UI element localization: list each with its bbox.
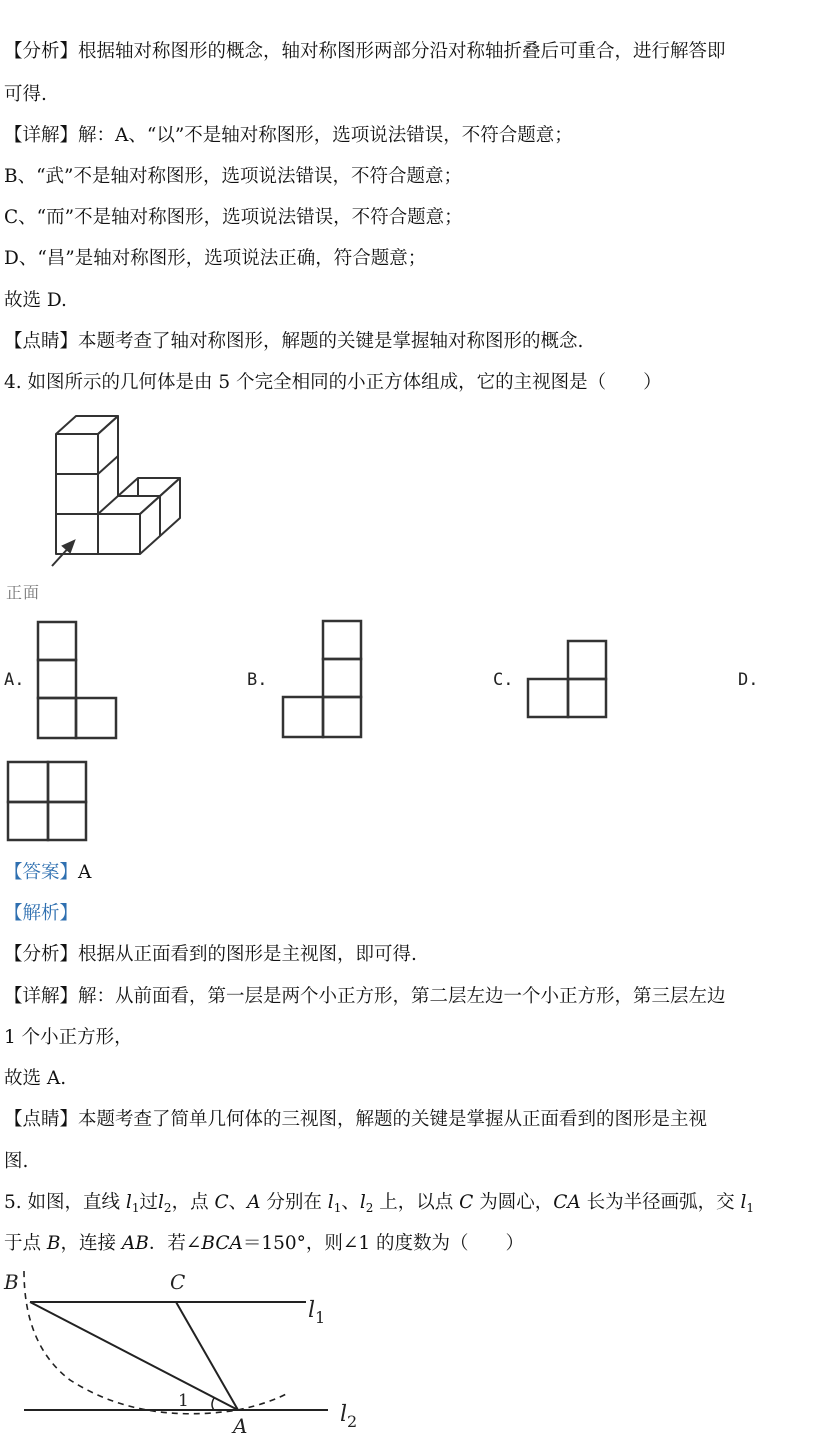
line-l2-label: $l_2$ [340,1402,358,1431]
option-d-figure[interactable] [6,760,90,844]
detail-line-2: B、“武”不是轴对称图形，选项说法错误，不符合题意； [4,166,463,187]
detail-line-1: 【详解】解：A、“以”不是轴对称图形，选项说法错误，不符合题意； [4,125,573,146]
point-B-label: B [4,1270,19,1294]
answer-tag: 【答案】 [4,862,79,883]
detail-line-3: C、“而”不是轴对称图形，选项说法错误，不符合题意； [4,207,463,228]
question-5-line-2: 于点 B，连接 AB．若∠BCA＝150°，则∠1 的度数为（ ） [4,1233,525,1254]
q4-detail-line-2: 1 个小正方形， [4,1027,133,1048]
analysis-tag: 【解析】 [4,903,79,924]
option-b-figure[interactable] [281,619,365,741]
line-l1-label: $l_1$ [308,1298,326,1327]
question-4-text: 4. 如图所示的几何体是由 5 个完全相同的小正方体组成，它的主视图是（ ） [4,372,662,393]
arc-dashed [24,1271,288,1414]
option-b-label[interactable]: B. [247,670,268,690]
option-d-label[interactable]: D. [738,670,759,690]
q4-comment-line-1: 【点睛】本题考查了简单几何体的三视图，解题的关键是掌握从正面看到的图形是主视 [4,1109,708,1130]
q4-analysis-line: 【分析】根据从正面看到的图形是主视图，即可得. [4,944,417,965]
answer-value: A [78,862,92,883]
option-a-figure[interactable] [36,620,120,742]
option-a-label[interactable]: A. [4,670,25,690]
choice-line: 故选 D. [4,290,67,311]
front-label: 正面 [6,583,41,602]
q4-choice-line: 故选 A. [4,1068,67,1089]
comment-line: 【点睛】本题考查了轴对称图形，解题的关键是掌握轴对称图形的概念. [4,331,584,352]
option-c-figure[interactable] [526,639,610,721]
analysis-line-2: 可得. [4,84,47,105]
q4-detail-line-1: 【详解】解：从前面看，第一层是两个小正方形，第二层左边一个小正方形，第三层左边 [4,986,726,1007]
angle-1-arc [212,1398,214,1410]
geometry-figure [0,1265,380,1435]
angle-1-label: 1 [178,1391,189,1411]
question-5-line-1: 5. 如图，直线 $l_1$过$l_2$，点 C、A 分别在 $l_1$、$l_2$ 上，以点 C 为圆心，CA 长为半径画弧，交 $l_1$ [4,1192,755,1215]
answer-line [4,861,91,885]
q4-comment-line-2: 图. [4,1151,29,1172]
point-A-label: A [233,1414,248,1435]
detail-line-4: D、“昌”是轴对称图形，选项说法正确，符合题意； [4,248,427,269]
analysis-line-1: 【分析】根据轴对称图形的概念，轴对称图形两部分沿对称轴折叠后可重合，进行解答即 [4,41,726,62]
option-c-label[interactable]: C. [493,670,514,690]
point-C-label: C [170,1270,186,1294]
